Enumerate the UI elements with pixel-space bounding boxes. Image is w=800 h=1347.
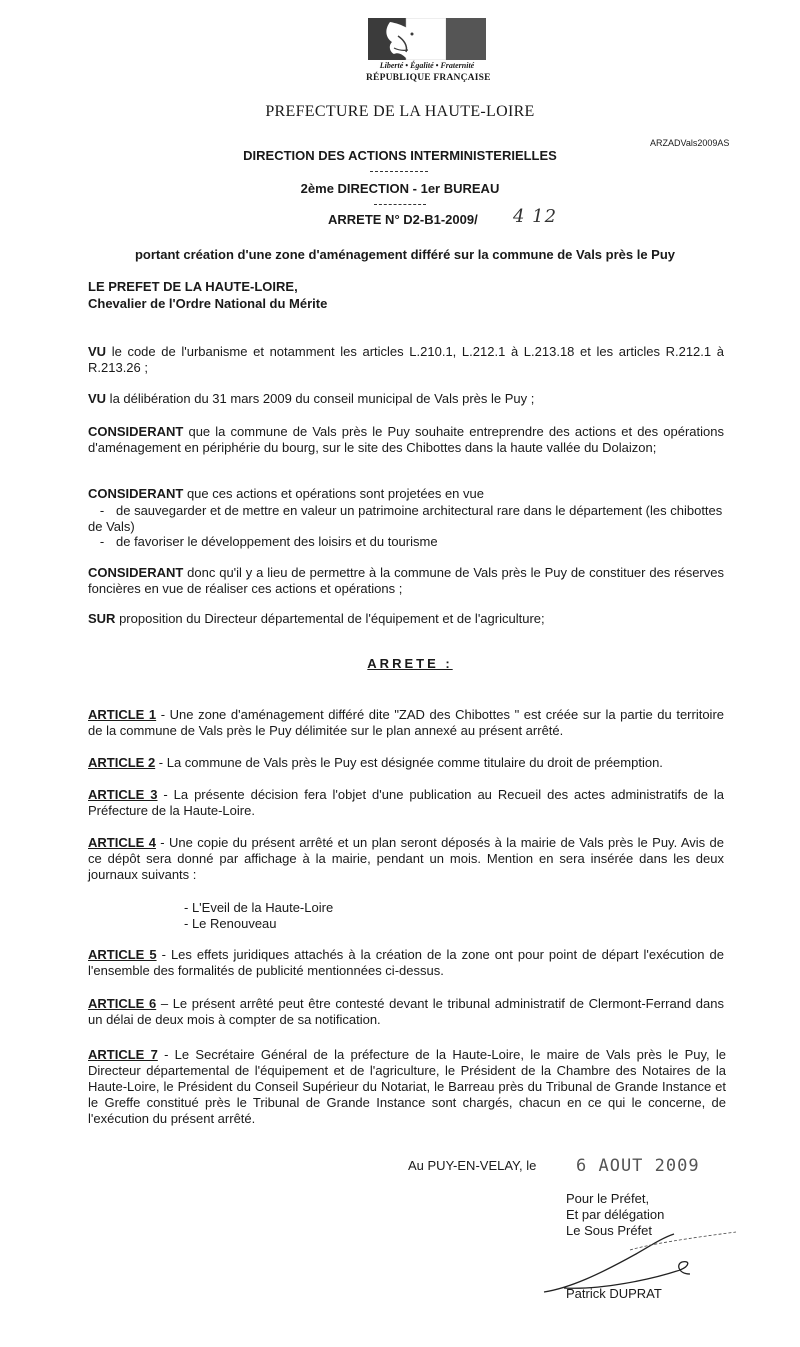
article-1: [88, 707, 724, 739]
republic-name: RÉPUBLIQUE FRANÇAISE: [366, 73, 491, 83]
signature-line: Le Sous Préfet: [566, 1223, 652, 1238]
considerant-lead: CONSIDERANT: [88, 565, 184, 580]
considerant-paragraph-2: [88, 486, 724, 502]
article-6: [88, 996, 724, 1028]
vu-text: la délibération du 31 mars 2009 du conseil municipal de Vals près le Puy ;: [106, 391, 535, 406]
considerant-lead: CONSIDERANT: [88, 486, 184, 501]
considerant-text: que ces actions et opérations sont projetées en vue: [183, 486, 484, 501]
sur-lead: SUR: [88, 611, 116, 626]
signer-name: Patrick DUPRAT: [566, 1286, 662, 1301]
considerant-paragraph-1: [88, 424, 724, 456]
arrete-number: ARRETE N° D2-B1-2009/: [328, 212, 478, 227]
document-reference: ARZADVals2009AS: [650, 138, 730, 148]
signature-place: Au PUY-EN-VELAY, le: [408, 1158, 537, 1173]
journal-item: - L'Eveil de la Haute-Loire: [184, 900, 334, 915]
prefecture-title: PREFECTURE DE LA HAUTE-LOIRE: [265, 103, 535, 120]
vu-paragraph-1: [88, 344, 724, 376]
list-dash: -: [99, 534, 105, 549]
direction-title: DIRECTION DES ACTIONS INTERMINISTERIELLES: [243, 148, 557, 163]
considerant-text: que la commune de Vals près le Puy souhaite entreprendre des actions et des opérations d'aménagement en périphérie du bourg, sur le site des Chibottes dans la haute vallée du Dolaizon;: [88, 424, 724, 455]
article-label: ARTICLE 1: [88, 707, 157, 722]
separator: [370, 171, 428, 172]
article-text: - La présente décision fera l'objet d'une publication au Recueil des actes administratifs de la Préfecture de la Haute-Loire.: [88, 787, 725, 818]
considerant-text: donc qu'il y a lieu de permettre à la commune de Vals près le Puy de constituer des réserves foncières en vue de réaliser ces actions et opérations ;: [88, 565, 724, 596]
article-3: [88, 787, 724, 819]
prefet-line1: LE PREFET DE LA HAUTE-LOIRE,: [88, 279, 298, 294]
arrete-heading: [0, 656, 800, 671]
article-text: - La commune de Vals près le Puy est désignée comme titulaire du droit de préemption.: [155, 755, 663, 770]
article-label: ARTICLE 3: [88, 787, 158, 802]
article-text: - Une zone d'aménagement différé dite "ZAD des Chibottes " est créée sur la partie du territoire de la commune de Vals près le Puy délimitée sur le plan annexé au présent arrêté.: [88, 707, 725, 738]
marianne-logo-icon: [368, 18, 486, 60]
article-4: [88, 835, 724, 883]
document-subject: portant création d'une zone d'aménagement différé sur la commune de Vals près le Puy: [134, 247, 676, 262]
list-item: [88, 534, 724, 550]
bureau-title: 2ème DIRECTION - 1er BUREAU: [300, 181, 500, 196]
article-label: ARTICLE 6: [88, 996, 157, 1011]
republic-logo: [366, 18, 491, 90]
separator: [374, 204, 426, 205]
article-text: – Le présent arrêté peut être contesté devant le tribunal administratif de Clermont-Ferrand dans un délai de deux mois à compter de sa notification.: [88, 996, 725, 1027]
article-text: - Une copie du présent arrêté et un plan seront déposés à la mairie de Vals près le Puy. Avis de ce dépôt sera donné par affichage à la mairie, pendant un mois. Mention en sera insérée dans les deux journaux suivants :: [88, 835, 725, 882]
article-label: ARTICLE 7: [88, 1047, 158, 1062]
vu-lead: VU: [88, 344, 107, 359]
vu-paragraph-2: [88, 391, 724, 407]
article-label: ARTICLE 5: [88, 947, 157, 962]
vu-text: le code de l'urbanisme et notamment les articles L.210.1, L.212.1 à L.213.18 et les articles R.212.1 à R.213.26 ;: [88, 344, 724, 375]
article-5: [88, 947, 724, 979]
prefet-line2: Chevalier de l'Ordre National du Mérite: [88, 296, 328, 311]
article-label: ARTICLE 4: [88, 835, 156, 850]
article-text: - Les effets juridiques attachés à la création de la zone ont pour point de départ l'exécution de l'ensemble des formalités de publicité mentionnées ci-dessus.: [88, 947, 724, 978]
considerant-paragraph-3: [88, 565, 724, 597]
article-text: - Le Secrétaire Général de la préfecture de la Haute-Loire, le maire de Vals près le Puy, le Directeur départemental de l'équipement et de l'agriculture, le Président de la Chambre des Notaires de la Haute-Loire, le Président du Conseil Supérieur du Notariat, le Barreau près du Tribunal de Grande Instance et le Greffe constitué près le Tribunal de Grande Instance sont chargés, chacun en ce qui le concerne, de l'exécution du présent arrêté.: [88, 1047, 727, 1126]
article-label: ARTICLE 2: [88, 755, 156, 770]
sur-paragraph: [88, 611, 724, 627]
prefet-title: [88, 278, 327, 312]
list-item: [88, 503, 724, 535]
list-item-text: de sauvegarder et de mettre en valeur un patrimoine architectural rare dans le département (les chibottes de Vals): [88, 503, 723, 534]
vu-lead: VU: [88, 391, 107, 406]
arrete-heading-text: ARRETE :: [367, 656, 453, 671]
list-dash: -: [99, 503, 105, 518]
signature-line: Et par délégation: [566, 1207, 665, 1222]
article-2: [88, 755, 724, 771]
arrete-number-handwritten: 4 12: [513, 206, 558, 227]
sur-text: proposition du Directeur départemental de l'équipement et de l'agriculture;: [115, 611, 545, 626]
date-stamp: 6 AOUT 2009: [576, 1156, 700, 1176]
article-7: [88, 1047, 726, 1127]
list-item-text: de favoriser le développement des loisirs et du tourisme: [116, 534, 438, 549]
journal-item: - Le Renouveau: [184, 916, 277, 931]
considerant-lead: CONSIDERANT: [88, 424, 184, 439]
republic-motto: Liberté • Égalité • Fraternité: [379, 61, 475, 70]
signature-line: Pour le Préfet,: [566, 1191, 650, 1206]
